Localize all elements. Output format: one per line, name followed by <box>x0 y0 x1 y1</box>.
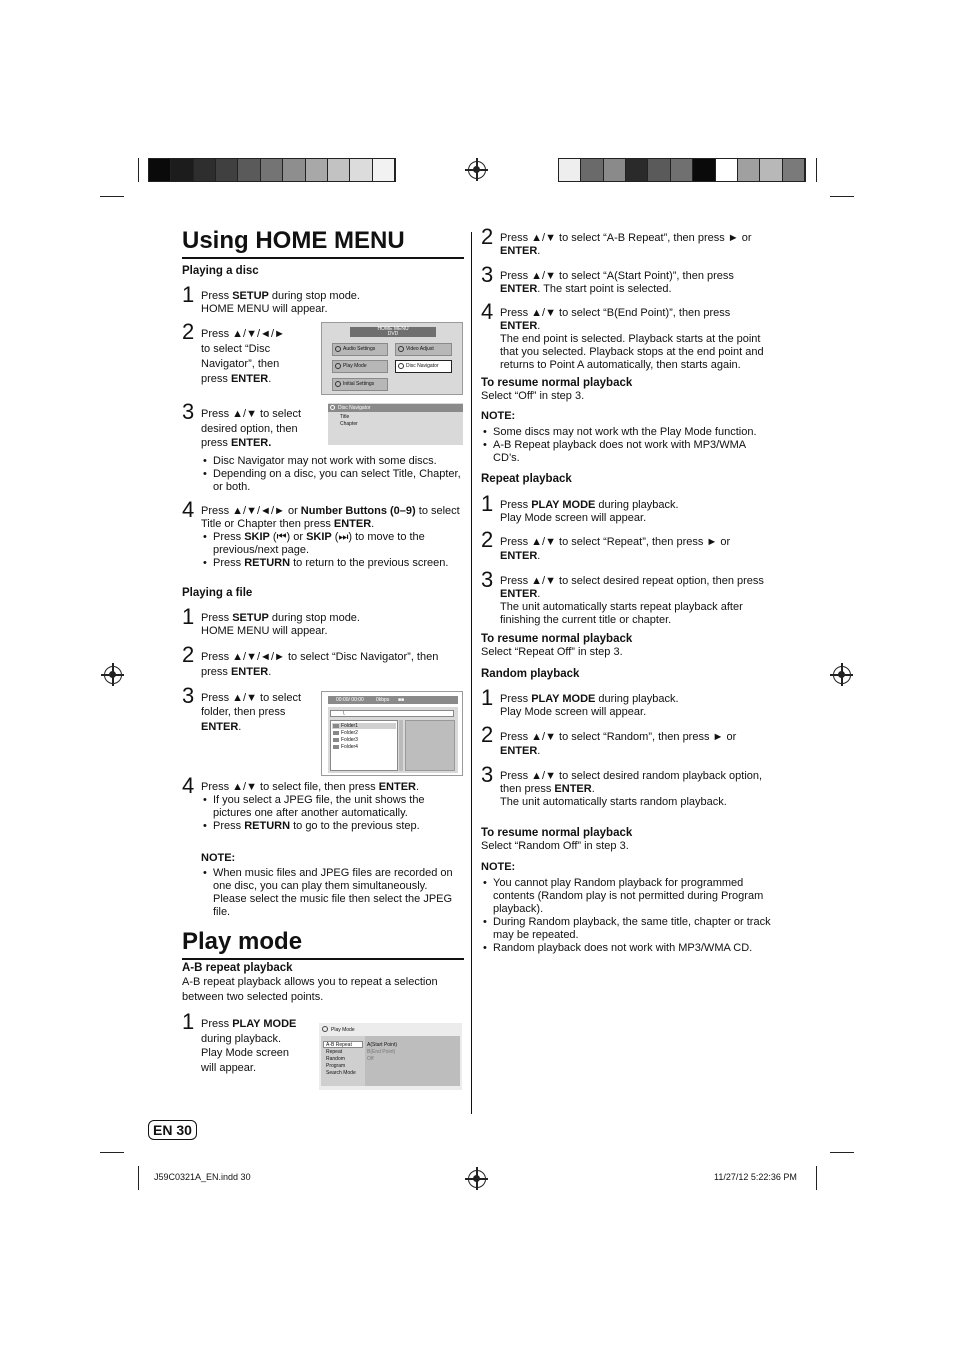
menu-item-chapter[interactable]: Chapter <box>340 421 358 427</box>
list-item[interactable] <box>332 744 396 750</box>
registration-mark-icon <box>104 666 122 684</box>
folder-name: Folder4 <box>341 744 358 750</box>
color-swatch <box>216 159 238 181</box>
registration-mark-icon <box>468 1170 486 1188</box>
list-item: • Press RETURN to go to the previous step. <box>201 820 464 833</box>
color-swatch <box>306 159 328 181</box>
file-step-2: 2 Press ▲/▼/◄/► to select “Disc Navigator”, then press ENTER. <box>182 641 439 678</box>
menu-item-title[interactable]: Title <box>340 414 350 420</box>
color-swatch <box>626 159 648 181</box>
disc-step-4: 4 Press ▲/▼/◄/► or Number Buttons (0–9) to select Title or Chapter then press ENTER. • Press SKIP (⏮) or SKIP (⏭) to move to the previous/next page. • Press RETURN to return to the previous screen. <box>182 505 464 570</box>
heading-resume-1: To resume normal playback <box>481 377 633 389</box>
play-mode-panel <box>321 1036 460 1086</box>
crop-mark <box>138 158 139 182</box>
random-step-2: 2 Press ▲/▼ to select “Random”, then press ► or ENTER. <box>481 722 737 757</box>
color-swatch <box>283 159 305 181</box>
crop-mark <box>816 158 817 182</box>
disc-navigator-header: Disc Navigator <box>328 404 463 412</box>
ab-step-4: 4 Press ▲/▼ to select “B(End Point)”, then press ENTER. The end point is selected. Playback starts at the point that you selected. Playback stops at the end point and returns to Point A automatically, then starts again. <box>481 299 764 371</box>
speaker-icon <box>335 346 341 352</box>
crop-mark <box>830 1152 854 1153</box>
color-swatch <box>373 159 395 181</box>
footer-file-name: J59C0321A_EN.indd 30 <box>154 1172 251 1182</box>
heading-random-playback: Random playback <box>481 668 580 680</box>
path-field: \ <box>330 710 454 717</box>
color-swatch <box>648 159 670 181</box>
color-swatch <box>693 159 715 181</box>
color-swatch <box>760 159 782 181</box>
right-column: 2 Press ▲/▼ to select “A-B Repeat”, then press ► or ENTER. 3 Press ▲/▼ to select “A(Start Point)”, then press ENTER. The start point is selected. 4 Press ▲/▼ to select “B(End Point)”, then press ENTER. The end point is selected. Playback starts at the point that you selected. Playback stops at the end point and returns to Point A automatically, then starts again. To resume normal playback Select “Off” in step 3. NOTE: • Some discs may not work wth the Play Mode function. • A-B Repeat playback does not work with MP3/WMA CD’s. Repeat playback 1 Press PLAY MODE during playback. Play Mode screen will appear. 2 Press ▲/▼ to select “Repeat”, then press ► or ENTER. 3 Press ▲/▼ to select desired repeat option, then press ENTER. The unit automatically starts repeat playback after finishing the current title or chapter. To resume normal playback Select “Repeat Off” in step 3. Random playback 1 Press PLAY MODE during playback. Play Mode screen will appear. 2 Press ▲/▼ to select “Random”, then press ► or ENTER. 3 Press ▲/▼ to select desired random playback option, then press ENTER. The unit automatically starts random playback. To resume normal playback Select “Random Off” in step 3. NOTE: • You cannot play Random playback for programmed contents (Random play is not permitted during Program playback). • During Random playback, the same title, chapter or track may be repeated. • Random playback does not work with MP3/WMA CD. <box>481 232 771 955</box>
option-off[interactable]: Off <box>367 1056 374 1062</box>
disc-navigator-button[interactable]: Disc Navigator <box>395 360 452 373</box>
play-mode-option[interactable]: A-B Repeat <box>326 1042 352 1048</box>
list-item[interactable] <box>332 723 396 729</box>
video-adjust-button[interactable]: Video Adjust <box>395 343 452 356</box>
monitor-icon <box>398 346 404 352</box>
list-item: • Random playback does not work with MP3/WMA CD. <box>481 942 771 955</box>
ab-step-3: 3 Press ▲/▼ to select “A(Start Point)”, then press ENTER. The start point is selected. <box>481 262 734 295</box>
disc-step-3: 3 Press ▲/▼ to select desired option, then press ENTER. <box>182 399 302 449</box>
home-menu-header: HOME MENU DVD <box>350 327 436 337</box>
disc-icon <box>398 363 404 369</box>
list-item[interactable] <box>332 730 396 736</box>
registration-mark-icon <box>468 161 486 179</box>
color-swatch <box>716 159 738 181</box>
folder-name: Folder2 <box>341 730 358 736</box>
play-mode-option[interactable]: Random <box>326 1056 345 1062</box>
page-number-badge: EN 30 <box>148 1120 197 1140</box>
color-swatch <box>171 159 193 181</box>
random-step-3: 3 Press ▲/▼ to select desired random playback option, then press ENTER. The unit automatically starts random playback. <box>481 762 763 808</box>
folder-icon <box>333 724 339 728</box>
crop-mark <box>138 1166 139 1190</box>
folder-icon <box>333 731 339 735</box>
disc-step-2: 2 Press ▲/▼/◄/► to select “Disc Navigator”, then press ENTER. <box>182 319 285 385</box>
note-label: NOTE: <box>201 852 236 864</box>
file-step-4: 4 Press ▲/▼ to select file, then press ENTER. • If you select a JPEG file, the unit shows the pictures one after another automatically. • Press RETURN to go to the previous step. <box>182 781 464 833</box>
list-item: • During Random playback, the same title, chapter or track may be repeated. <box>481 916 771 942</box>
color-swatch <box>194 159 216 181</box>
ab-step-2: 2 Press ▲/▼ to select “A-B Repeat”, then press ► or ENTER. <box>481 224 752 257</box>
repeat-step-2: 2 Press ▲/▼ to select “Repeat”, then press ► or ENTER. <box>481 527 731 562</box>
random-step-1: 1 Press PLAY MODE during playback. Play Mode screen will appear. <box>481 685 679 718</box>
file-browser-screen <box>321 691 463 776</box>
scrollbar[interactable] <box>399 720 403 771</box>
ab-step-1: 1 Press PLAY MODE during playback. Play Mode screen will appear. <box>182 1009 297 1074</box>
heading-ab-repeat: A-B repeat playback <box>182 962 293 974</box>
repeat-step-3: 3 Press ▲/▼ to select desired repeat option, then press ENTER. The unit automatically starts repeat playback after finishing the current title or chapter. <box>481 567 764 626</box>
heading-playing-file: Playing a file <box>182 586 253 599</box>
crop-mark <box>100 1152 124 1153</box>
folder-name: Folder1 <box>341 723 358 729</box>
color-bar-left <box>148 158 396 182</box>
heading-playing-disc: Playing a disc <box>182 265 259 277</box>
folder-icon <box>333 738 339 742</box>
color-swatch <box>350 159 372 181</box>
section-title-home-menu: Using HOME MENU <box>182 226 464 259</box>
wrench-icon <box>335 381 341 387</box>
color-swatch <box>738 159 760 181</box>
repeat-step-1: 1 Press PLAY MODE during playback. Play Mode screen will appear. <box>481 491 679 524</box>
registration-mark-icon <box>833 666 851 684</box>
list-item: • You cannot play Random playback for programmed contents (Random play is not permitted during Program playback). <box>481 877 771 916</box>
section-title-play-mode: Play mode <box>182 927 464 960</box>
play-mode-screen <box>319 1023 462 1090</box>
play-mode-option[interactable]: Search Mode <box>326 1070 356 1076</box>
disc-navigator-screen <box>328 403 463 445</box>
note-label: NOTE: <box>481 410 516 422</box>
footer-timestamp: 11/27/12 5:22:36 PM <box>714 1172 797 1182</box>
list-item[interactable] <box>332 737 396 743</box>
audio-settings-button[interactable]: Audio Settings <box>332 343 388 356</box>
playback-status-bar: 00:00/ 00:00 0kbps ■■ <box>328 696 458 704</box>
color-swatch <box>149 159 171 181</box>
browser-panel <box>328 707 458 773</box>
file-step-3: 3 Press ▲/▼ to select folder, then press ENTER. <box>182 682 302 733</box>
crop-mark <box>816 1166 817 1190</box>
list-item: • Press SKIP (⏮) or SKIP (⏭) to move to the previous/next page. <box>201 531 464 557</box>
ab-repeat-intro: A-B repeat playback allows you to repeat a selection between two selected points. <box>182 976 438 1003</box>
option-a-start[interactable]: A(Start Point) <box>367 1042 398 1048</box>
color-bar-right <box>558 158 806 182</box>
preview-pane <box>405 720 455 771</box>
column-divider <box>471 232 472 1114</box>
note-label: NOTE: <box>481 861 516 873</box>
disc-step-1: 1 Press SETUP during stop mode. HOME MENU will appear. <box>182 282 360 315</box>
color-swatch <box>559 159 581 181</box>
play-mode-title: Play Mode <box>331 1027 355 1033</box>
color-swatch <box>671 159 693 181</box>
color-swatch <box>328 159 350 181</box>
disc-icon <box>330 405 335 410</box>
play-mode-values <box>365 1036 460 1086</box>
folder-name: Folder3 <box>341 737 358 743</box>
list-item: • Depending on a disc, you can select Title, Chapter, or both. <box>201 468 464 494</box>
heading-resume-3: To resume normal playback <box>481 827 633 839</box>
color-swatch <box>238 159 260 181</box>
list-item: • A-B Repeat playback does not work with MP3/WMA CD’s. <box>481 439 771 465</box>
play-icon <box>335 363 341 369</box>
home-menu-screen <box>321 322 463 395</box>
play-icon <box>322 1026 328 1032</box>
list-item: • If you select a JPEG file, the unit shows the pictures one after another automatically. <box>201 794 464 820</box>
list-item: • Some discs may not work wth the Play Mode function. <box>481 426 771 439</box>
folder-list <box>330 720 398 771</box>
initial-settings-button[interactable]: Initial Settings <box>332 378 388 391</box>
list-item: • When music files and JPEG files are recorded on one disc, you can play them simultaneously. Please select the music file then select the JPEG file. <box>201 867 464 919</box>
list-item: • Disc Navigator may not work with some discs. <box>201 455 464 468</box>
play-mode-button[interactable]: Play Mode <box>332 360 388 373</box>
file-step-1: 1 Press SETUP during stop mode. HOME MENU will appear. <box>182 603 360 637</box>
color-swatch <box>581 159 603 181</box>
folder-icon <box>333 745 339 749</box>
play-mode-option[interactable]: Program <box>326 1063 346 1069</box>
crop-mark <box>100 196 124 197</box>
color-swatch <box>261 159 283 181</box>
option-b-end[interactable]: B(End Point) <box>367 1049 396 1055</box>
play-mode-option[interactable]: Repeat <box>326 1049 343 1055</box>
list-item: • Press RETURN to return to the previous screen. <box>201 557 464 570</box>
heading-resume-2: To resume normal playback <box>481 633 633 645</box>
crop-mark <box>830 196 854 197</box>
color-swatch <box>604 159 626 181</box>
color-swatch <box>783 159 805 181</box>
heading-repeat-playback: Repeat playback <box>481 473 572 485</box>
